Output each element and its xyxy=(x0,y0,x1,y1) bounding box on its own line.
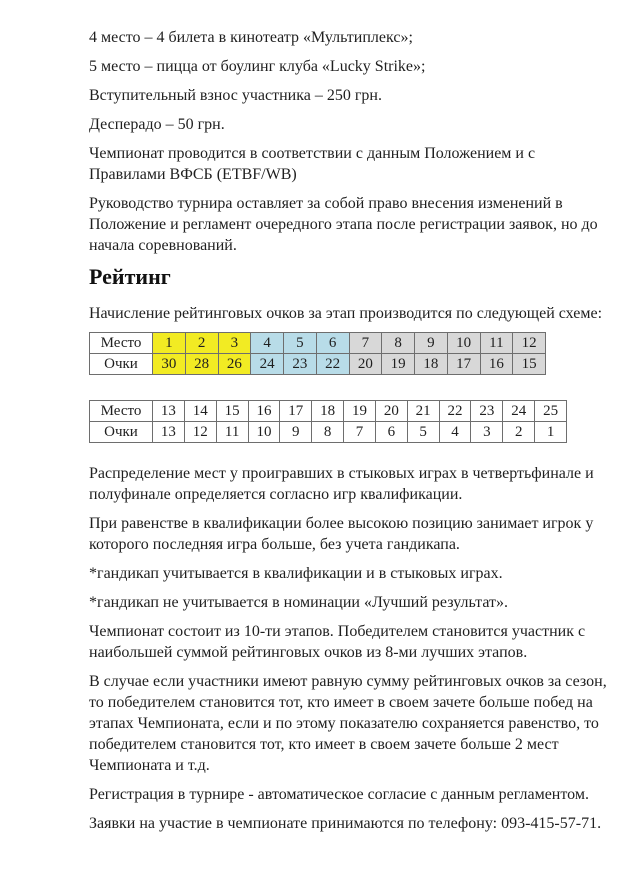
document-content xyxy=(89,27,613,834)
value-cell: 4 xyxy=(251,333,284,354)
value-cell: 13 xyxy=(153,401,185,422)
table-row xyxy=(90,333,546,354)
value-cell: 4 xyxy=(439,422,471,443)
rules-text-block xyxy=(89,463,613,834)
value-cell: 11 xyxy=(216,422,248,443)
paragraph-playoff-placement: Распределение мест у проигравших в стыковых играх в четвертьфинале и полуфинале определяется согласно игр квалификации. xyxy=(89,465,594,503)
paragraph-application-phone: Заявки на участие в чемпионате принимаются по телефону: 093-415-57-71. xyxy=(89,815,602,832)
paragraph-prize-5th-place: 5 место – пицца от боулинг клуба «Lucky Strike»; xyxy=(89,58,426,75)
row-label-cell: Очки xyxy=(90,422,153,443)
value-cell: 22 xyxy=(439,401,471,422)
table-row xyxy=(90,401,567,422)
value-cell: 20 xyxy=(375,401,407,422)
value-cell: 13 xyxy=(153,422,185,443)
value-cell: 2 xyxy=(185,333,218,354)
paragraph-rating-intro: Начисление рейтинговых очков за этап производится по следующей схеме: xyxy=(89,305,603,322)
table-row xyxy=(90,422,567,443)
table-row xyxy=(90,354,546,375)
value-cell: 16 xyxy=(248,401,280,422)
value-cell: 16 xyxy=(480,354,513,375)
value-cell: 6 xyxy=(375,422,407,443)
rating-points-table-places-1-12 xyxy=(89,332,546,375)
value-cell: 26 xyxy=(218,354,251,375)
value-cell: 1 xyxy=(535,422,567,443)
paragraph-entry-fee: Вступительный взнос участника – 250 грн. xyxy=(89,87,382,104)
value-cell: 10 xyxy=(248,422,280,443)
value-cell: 24 xyxy=(251,354,284,375)
value-cell: 18 xyxy=(312,401,344,422)
paragraph-handicap-not-counted: *гандикап не учитывается в номинации «Лучший результат». xyxy=(89,594,509,611)
value-cell: 9 xyxy=(415,333,448,354)
value-cell: 22 xyxy=(316,354,349,375)
value-cell: 23 xyxy=(284,354,317,375)
value-cell: 21 xyxy=(407,401,439,422)
paragraph-championship-stages: Чемпионат состоит из 10-ти этапов. Победителем становится участник с наибольшей суммой рейтинговых очков из 8-ми лучших этапов. xyxy=(89,623,586,661)
value-cell: 8 xyxy=(312,422,344,443)
value-cell: 7 xyxy=(349,333,382,354)
paragraph-season-tiebreak: В случае если участники имеют равную сумму рейтинговых очков за сезон, то победителем становится тот, кто имеет в своем зачете больше побед на этапах Чемпионата, если и по этому показателю сохраняется равенство, то победителем становится тот, кто имеет в своем зачете больше 2 мест Чемпионата и т.д. xyxy=(89,673,607,774)
value-cell: 2 xyxy=(503,422,535,443)
value-cell: 15 xyxy=(513,354,546,375)
paragraph-changes-right: Руководство турнира оставляет за собой право внесения изменений в Положение и регламент очередного этапа после регистрации заявок, но до начала соревнований. xyxy=(89,195,598,254)
value-cell: 24 xyxy=(503,401,535,422)
value-cell: 9 xyxy=(280,422,312,443)
row-label-cell: Место xyxy=(90,401,153,422)
value-cell: 6 xyxy=(316,333,349,354)
value-cell: 15 xyxy=(216,401,248,422)
value-cell: 14 xyxy=(184,401,216,422)
value-cell: 17 xyxy=(447,354,480,375)
row-label-cell: Очки xyxy=(90,354,153,375)
value-cell: 8 xyxy=(382,333,415,354)
value-cell: 12 xyxy=(184,422,216,443)
value-cell: 30 xyxy=(153,354,186,375)
rating-points-table-places-13-25 xyxy=(89,400,567,443)
value-cell: 20 xyxy=(349,354,382,375)
value-cell: 3 xyxy=(218,333,251,354)
paragraph-prize-4th-place: 4 место – 4 билета в кинотеатр «Мультиплекс»; xyxy=(89,29,413,46)
value-cell: 1 xyxy=(153,333,186,354)
value-cell: 17 xyxy=(280,401,312,422)
paragraph-desperado-fee: Десперадо – 50 грн. xyxy=(89,116,225,133)
value-cell: 12 xyxy=(513,333,546,354)
value-cell: 7 xyxy=(344,422,376,443)
value-cell: 28 xyxy=(185,354,218,375)
value-cell: 25 xyxy=(535,401,567,422)
value-cell: 11 xyxy=(480,333,513,354)
value-cell: 18 xyxy=(415,354,448,375)
paragraph-rules-reference: Чемпионат проводится в соответствии с данным Положением и с Правилами ВФСБ (ETBF/WB) xyxy=(89,145,536,183)
value-cell: 5 xyxy=(284,333,317,354)
paragraph-handicap-counted: *гандикап учитывается в квалификации и в стыковых играх. xyxy=(89,565,503,582)
value-cell: 3 xyxy=(471,422,503,443)
value-cell: 23 xyxy=(471,401,503,422)
value-cell: 10 xyxy=(447,333,480,354)
value-cell: 19 xyxy=(344,401,376,422)
paragraph-registration-consent: Регистрация в турнире - автоматическое согласие с данным регламентом. xyxy=(89,786,589,803)
row-label-cell: Место xyxy=(90,333,153,354)
rating-section-heading: Рейтинг xyxy=(89,264,171,289)
value-cell: 5 xyxy=(407,422,439,443)
paragraph-qualification-tie: При равенстве в квалификации более высокою позицию занимает игрок у которого последняя игра больше, без учета гандикапа. xyxy=(89,515,594,553)
value-cell: 19 xyxy=(382,354,415,375)
